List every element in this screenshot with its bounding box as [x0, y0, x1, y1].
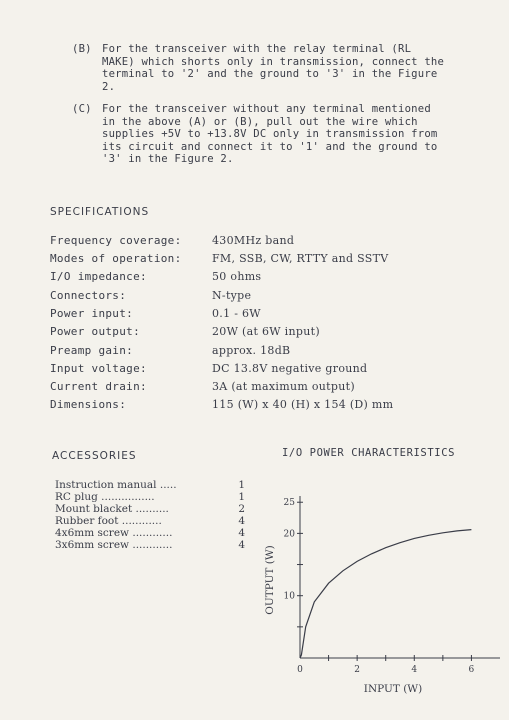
y-tick-label: 10 [283, 591, 295, 602]
spec-row [50, 325, 450, 343]
accessories-heading: ACCESSORIES [52, 450, 137, 462]
spec-label: Input voltage: [50, 362, 147, 375]
spec-row [50, 289, 450, 307]
paragraph-b-letter: (B) [72, 43, 92, 55]
spec-value: N-type [212, 289, 252, 302]
accessory-item [55, 539, 245, 551]
accessory-label: Instruction manual ..... [55, 479, 177, 491]
accessory-qty: 4 [238, 515, 245, 527]
spec-label: Modes of operation: [50, 252, 182, 265]
x-tick-label: 2 [354, 665, 361, 675]
spec-row [50, 252, 450, 270]
spec-label: Power output: [50, 325, 140, 338]
y-tick-label: 20 [283, 529, 295, 540]
output-curve [300, 530, 471, 658]
spec-value: 3A (at maximum output) [212, 380, 355, 393]
paragraph-b [72, 43, 492, 93]
accessory-item [55, 527, 245, 539]
spec-row [50, 380, 450, 398]
accessory-label: Mount blacket .......... [55, 503, 169, 515]
spec-label: I/O impedance: [50, 270, 147, 283]
spec-label: Dimensions: [50, 398, 127, 411]
accessory-qty: 4 [238, 527, 245, 539]
paragraph-b-line: For the transceiver with the relay terminal (RL [102, 43, 412, 55]
spec-row [50, 234, 450, 252]
accessory-label: Rubber foot ............ [55, 515, 162, 527]
spec-value: approx. 18dB [212, 344, 291, 357]
paragraph-c-line: supplies +5V to +13.8V DC only in transmission from [102, 128, 438, 141]
accessory-item [55, 503, 245, 515]
spec-value: 20W (at 6W input) [212, 325, 320, 338]
paragraph-c-letter: (C) [72, 103, 92, 115]
spec-value: FM, SSB, CW, RTTY and SSTV [212, 252, 389, 265]
x-tick-label: 6 [468, 665, 475, 675]
spec-row [50, 307, 450, 325]
spec-label: Connectors: [50, 289, 127, 302]
spec-row [50, 398, 450, 416]
chart-title: I/O POWER CHARACTERISTICS [282, 447, 456, 459]
y-tick-label: 25 [283, 498, 295, 509]
spec-row [50, 270, 450, 288]
spec-value: 0.1 - 6W [212, 307, 261, 320]
spec-label: Power input: [50, 307, 134, 320]
spec-row [50, 362, 450, 380]
x-axis-label: INPUT (W) [363, 683, 423, 695]
paragraph-b-line: terminal to '2' and the ground to '3' in the Figure [102, 68, 438, 81]
spec-label: Frequency coverage: [50, 234, 182, 247]
paragraph-c-line: in the above (A) or (B), pull out the wire which [102, 115, 418, 128]
spec-row [50, 344, 450, 362]
specifications-heading: SPECIFICATIONS [50, 206, 150, 218]
accessory-item [55, 491, 245, 503]
spec-value: 50 ohms [212, 270, 262, 283]
accessory-qty: 1 [238, 491, 245, 503]
spec-label: Current drain: [50, 380, 147, 393]
paragraph-c-line: its circuit and connect it to '1' and the ground to [102, 140, 438, 153]
accessory-label: 3x6mm screw ............ [55, 539, 173, 551]
spec-value: 430MHz band [212, 234, 295, 247]
spec-value: DC 13.8V negative ground [212, 362, 368, 375]
accessory-item [55, 515, 245, 527]
accessory-qty: 4 [238, 539, 245, 551]
accessory-qty: 1 [238, 479, 245, 491]
y-axis-label: OUTPUT (W) [264, 545, 276, 615]
paragraph-b-line: MAKE) which shorts only in transmission, connect the [102, 55, 445, 68]
spec-label: Preamp gain: [50, 344, 134, 357]
io-power-chart [255, 470, 505, 700]
x-tick-label: 0 [297, 665, 303, 675]
paragraph-c-line: For the transceiver without any terminal mentioned [102, 103, 431, 115]
accessory-label: RC plug ................ [55, 491, 155, 503]
paragraph-c-line: '3' in the Figure 2. [102, 153, 234, 166]
spec-value: 115 (W) x 40 (H) x 154 (D) mm [212, 398, 394, 411]
x-tick-label: 4 [411, 665, 418, 675]
accessory-label: 4x6mm screw ............ [55, 527, 173, 539]
accessory-item [55, 479, 245, 491]
paragraph-c [72, 103, 492, 166]
accessory-qty: 2 [238, 503, 245, 515]
paragraph-b-line: 2. [102, 80, 116, 93]
